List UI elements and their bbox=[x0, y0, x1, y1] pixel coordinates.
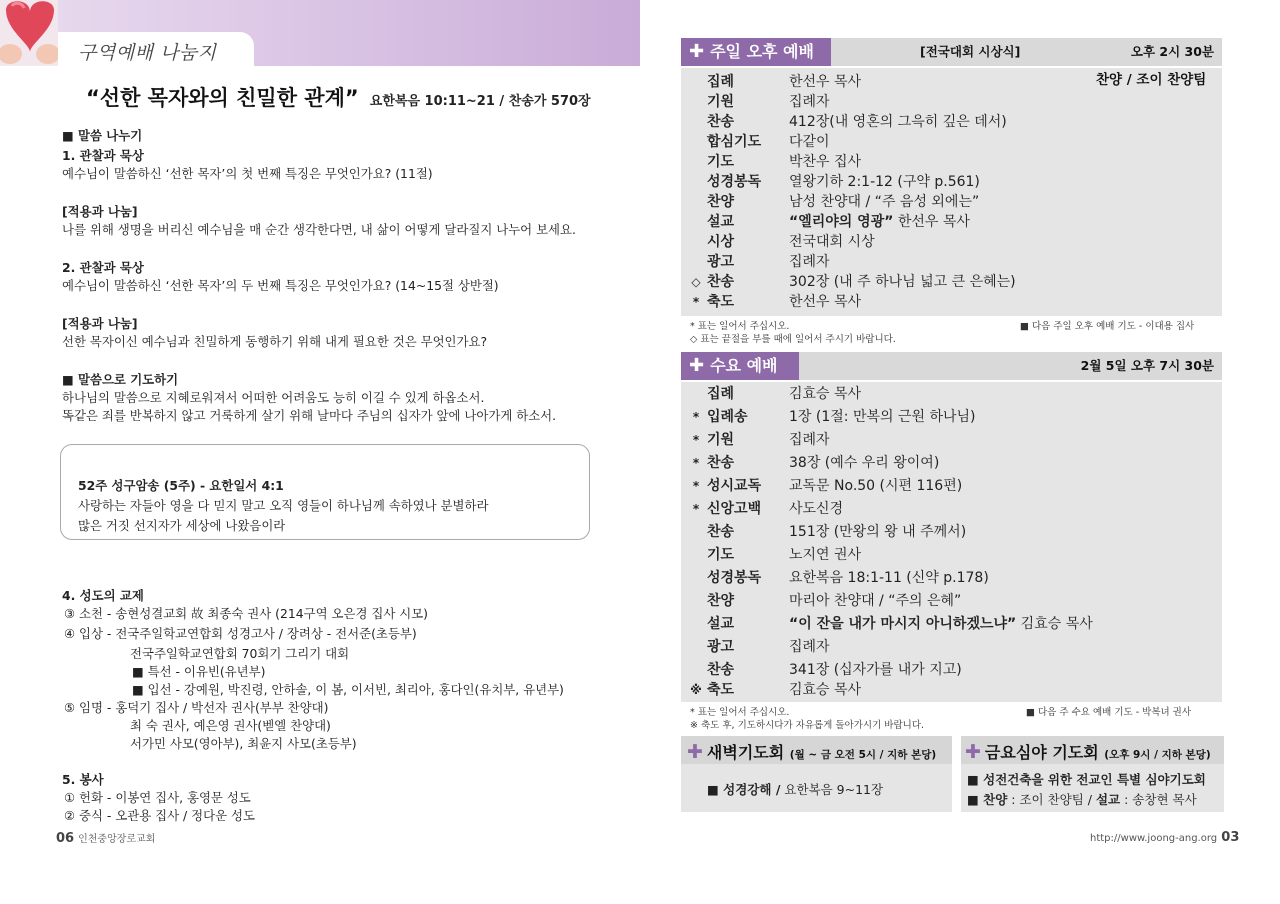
left-page-number: 06 bbox=[56, 831, 75, 846]
cross-icon: ✚ bbox=[689, 41, 705, 62]
sunday-note-2: ◇ 표는 끝절을 부를 때에 일어서 주시기 바랍니다. bbox=[690, 334, 896, 345]
sunday-service-title-block bbox=[681, 38, 831, 66]
heading-service: 5. 봉사 bbox=[62, 772, 104, 787]
dawn-prayer-schedule: (월 ~ 금 오전 5시 / 지하 본당) bbox=[789, 749, 937, 761]
sunday-row: ◇ 찬송 302장 (내 주 하나님 넓고 큰 은혜는) bbox=[691, 274, 1016, 290]
wednesday-row: 성경봉독 요한복음 18:1-11 (신약 p.178) bbox=[707, 570, 989, 586]
church-name: 인천중앙장로교회 bbox=[78, 834, 156, 845]
sunday-choir: 찬양 / 조이 찬양팀 bbox=[1096, 72, 1207, 88]
cross-icon: ✚ bbox=[965, 741, 981, 763]
sunday-service-title: 주일 오후 예배 bbox=[710, 42, 814, 61]
dawn-prayer-box bbox=[681, 736, 952, 812]
news-award-selected: ■ 입선 - 강예원, 박진령, 안하솔, 이 봄, 이서빈, 최리아, 홍다인(유치부, 유년부) bbox=[132, 682, 564, 697]
sunday-row: 성경봉독 열왕기하 2:1-12 (구약 p.561) bbox=[707, 174, 980, 190]
sunday-row: * 축도 한선우 목사 bbox=[692, 294, 862, 310]
heart-image bbox=[0, 0, 58, 66]
wednesday-row: 찬송 151장 (만왕의 왕 내 주께서) bbox=[707, 524, 967, 540]
section-label: 구역예배 나눔지 bbox=[78, 42, 217, 64]
wednesday-row: 집례 김효승 목사 bbox=[707, 386, 862, 402]
question-2: 나를 위해 생명을 버리신 예수님을 매 순간 생각한다면, 내 삶이 어떻게 달라질지 나누어 보세요. bbox=[62, 222, 576, 237]
friday-prayer-title: 금요심야 기도회 bbox=[984, 743, 1099, 762]
friday-prayer-line-1: ■ 성전건축을 위한 전교인 특별 심야기도회 bbox=[967, 772, 1206, 787]
question-4: 선한 목자이신 예수님과 친밀하게 동행하기 위해 내게 필요한 것은 무엇인가요? bbox=[62, 334, 488, 349]
sermon-reference: 요한복음 10:11~21 / 찬송가 570장 bbox=[369, 94, 591, 109]
sunday-row: 광고 집례자 bbox=[707, 254, 830, 270]
news-funeral: ③ 소천 - 송현성결교회 故 최종숙 권사 (214구역 오은경 집사 시모) bbox=[64, 606, 428, 621]
cross-icon: ✚ bbox=[689, 355, 705, 376]
wednesday-note-2: ※ 축도 후, 기도하시다가 자유롭게 돌아가시기 바랍니다. bbox=[690, 720, 925, 731]
wednesday-service-title-block bbox=[681, 352, 799, 380]
wednesday-row: 광고 집례자 bbox=[707, 639, 830, 655]
sunday-row: 기원 집례자 bbox=[707, 94, 830, 110]
wednesday-row: 찬송 341장 (십자가를 내가 지고) bbox=[707, 662, 962, 678]
memory-verse-line-1: 사랑하는 자들아 영을 다 믿지 말고 오직 영들이 하나님께 속하였나 분별하라 bbox=[78, 498, 489, 513]
heading-observe-2: 2. 관찰과 묵상 bbox=[62, 260, 144, 275]
dawn-prayer-detail: ■ 성경강해 / 요한복음 9~11장 bbox=[707, 782, 884, 797]
memory-verse-heading: 52주 성구암송 (5주) - 요한일서 4:1 bbox=[78, 478, 284, 493]
wednesday-note-1: * 표는 일어서 주십시오. bbox=[690, 707, 790, 718]
wednesday-row: * 입례송 1장 (1절: 만복의 근원 하나님) bbox=[692, 409, 976, 425]
wednesday-row: * 찬송 38장 (예수 우리 왕이여) bbox=[692, 455, 940, 471]
wednesday-row: 설교 “이 잔을 내가 마시지 아니하겠느냐” 김효승 목사 bbox=[707, 616, 1093, 632]
prayer-line-1: 하나님의 말씀으로 지혜로워져서 어떠한 어려움도 능히 이길 수 있게 하옵소서. bbox=[62, 390, 485, 405]
sunday-row: 집례 한선우 목사 bbox=[707, 74, 862, 90]
news-award: ④ 입상 - 전국주일학교연합회 성경고사 / 장려상 - 전서준(초등부) bbox=[64, 626, 417, 641]
heading-apply-1: [적용과 나눔] bbox=[62, 204, 138, 219]
cross-icon: ✚ bbox=[687, 741, 703, 763]
sunday-row: 시상 전국대회 시상 bbox=[707, 234, 875, 250]
dawn-prayer-title-line bbox=[687, 740, 936, 763]
wednesday-row: * 기원 집례자 bbox=[692, 432, 830, 448]
sunday-row: 찬양 남성 찬양대 / “주 음성 외에는” bbox=[707, 194, 980, 210]
news-award-contest: 전국주일학교연합회 70회기 그리기 대회 bbox=[130, 646, 350, 661]
wednesday-row: 찬양 마리아 찬양대 / “주의 은혜” bbox=[707, 593, 962, 609]
wednesday-row: 기도 노지연 권사 bbox=[707, 547, 862, 563]
question-1: 예수님이 말씀하신 ‘선한 목자’의 첫 번째 특징은 무엇인가요? (11절) bbox=[62, 166, 433, 181]
wednesday-row: * 신앙고백 사도신경 bbox=[692, 501, 844, 517]
news-appointment-2: 최 숙 권사, 예은영 권사(벧엘 찬양대) bbox=[130, 718, 331, 733]
sunday-note-1: * 표는 일어서 주십시오. bbox=[690, 321, 790, 332]
news-appointment: ⑤ 임명 - 홍덕기 집사 / 박선자 권사(부부 찬양대) bbox=[64, 700, 329, 715]
right-footer bbox=[1086, 830, 1239, 845]
sunday-next-prayer: ■ 다음 주일 오후 예배 기도 - 이대용 집사 bbox=[1020, 321, 1195, 332]
friday-prayer-line-2: ■ 찬양 : 조이 찬양팀 / 설교 : 송창현 목사 bbox=[967, 792, 1197, 807]
wednesday-row: ※ 축도 김효승 목사 bbox=[690, 682, 862, 698]
sunday-row: 기도 박찬우 집사 bbox=[707, 154, 862, 170]
wednesday-service-title: 수요 예배 bbox=[710, 356, 778, 375]
heading-prayer: ■ 말씀으로 기도하기 bbox=[62, 372, 179, 387]
friday-prayer-schedule: (오후 9시 / 지하 본당) bbox=[1104, 749, 1211, 761]
sunday-event: [전국대회 시상식] bbox=[920, 44, 1021, 59]
left-footer bbox=[56, 830, 155, 846]
service-flowers: ① 헌화 - 이봉연 집사, 홍영문 성도 bbox=[64, 790, 251, 805]
service-lunch: ② 중식 - 오관용 집사 / 정다운 성도 bbox=[64, 808, 255, 823]
sunday-time: 오후 2시 30분 bbox=[1130, 44, 1214, 59]
section-tab bbox=[58, 32, 254, 66]
heading-fellowship: 4. 성도의 교제 bbox=[62, 588, 144, 603]
wednesday-row: * 성시교독 교독문 No.50 (시편 116편) bbox=[692, 478, 963, 494]
prayer-line-2: 똑같은 죄를 반복하지 않고 거룩하게 살기 위해 날마다 주님의 십자가 앞에 나아가게 하소서. bbox=[62, 408, 557, 423]
friday-prayer-title-line bbox=[965, 740, 1211, 763]
news-award-special: ■ 특선 - 이유빈(유년부) bbox=[132, 664, 266, 679]
website-url[interactable]: http://www.joong-ang.org bbox=[1090, 833, 1218, 844]
question-3: 예수님이 말씀하신 ‘선한 목자’의 두 번째 특징은 무엇인가요? (14~15절 상반절) bbox=[62, 278, 499, 293]
sunday-row: 합심기도 다같이 bbox=[707, 134, 830, 150]
dawn-prayer-title: 새벽기도회 bbox=[706, 743, 785, 762]
wednesday-next-prayer: ■ 다음 주 수요 예배 기도 - 박복녀 권사 bbox=[1026, 707, 1192, 718]
sermon-title: “선한 목자와의 친밀한 관계” bbox=[86, 86, 359, 110]
heading-observe-1: 1. 관찰과 묵상 bbox=[62, 148, 144, 163]
heading-apply-2: [적용과 나눔] bbox=[62, 316, 138, 331]
memory-verse-line-2: 많은 거짓 선지자가 세상에 나왔음이라 bbox=[78, 518, 286, 533]
right-page-number: 03 bbox=[1221, 830, 1240, 845]
wednesday-time: 2월 5일 오후 7시 30분 bbox=[1080, 358, 1214, 373]
friday-prayer-box bbox=[961, 736, 1224, 812]
heading-word-sharing: ■ 말씀 나누기 bbox=[62, 128, 143, 143]
sunday-row: 설교 “엘리야의 영광” 한선우 목사 bbox=[707, 214, 970, 230]
sermon-title-line bbox=[86, 82, 591, 112]
sunday-row: 찬송 412장(내 영혼의 그윽히 깊은 데서) bbox=[707, 114, 1007, 130]
news-appointment-3: 서가민 사모(영아부), 최윤지 사모(초등부) bbox=[130, 736, 357, 751]
